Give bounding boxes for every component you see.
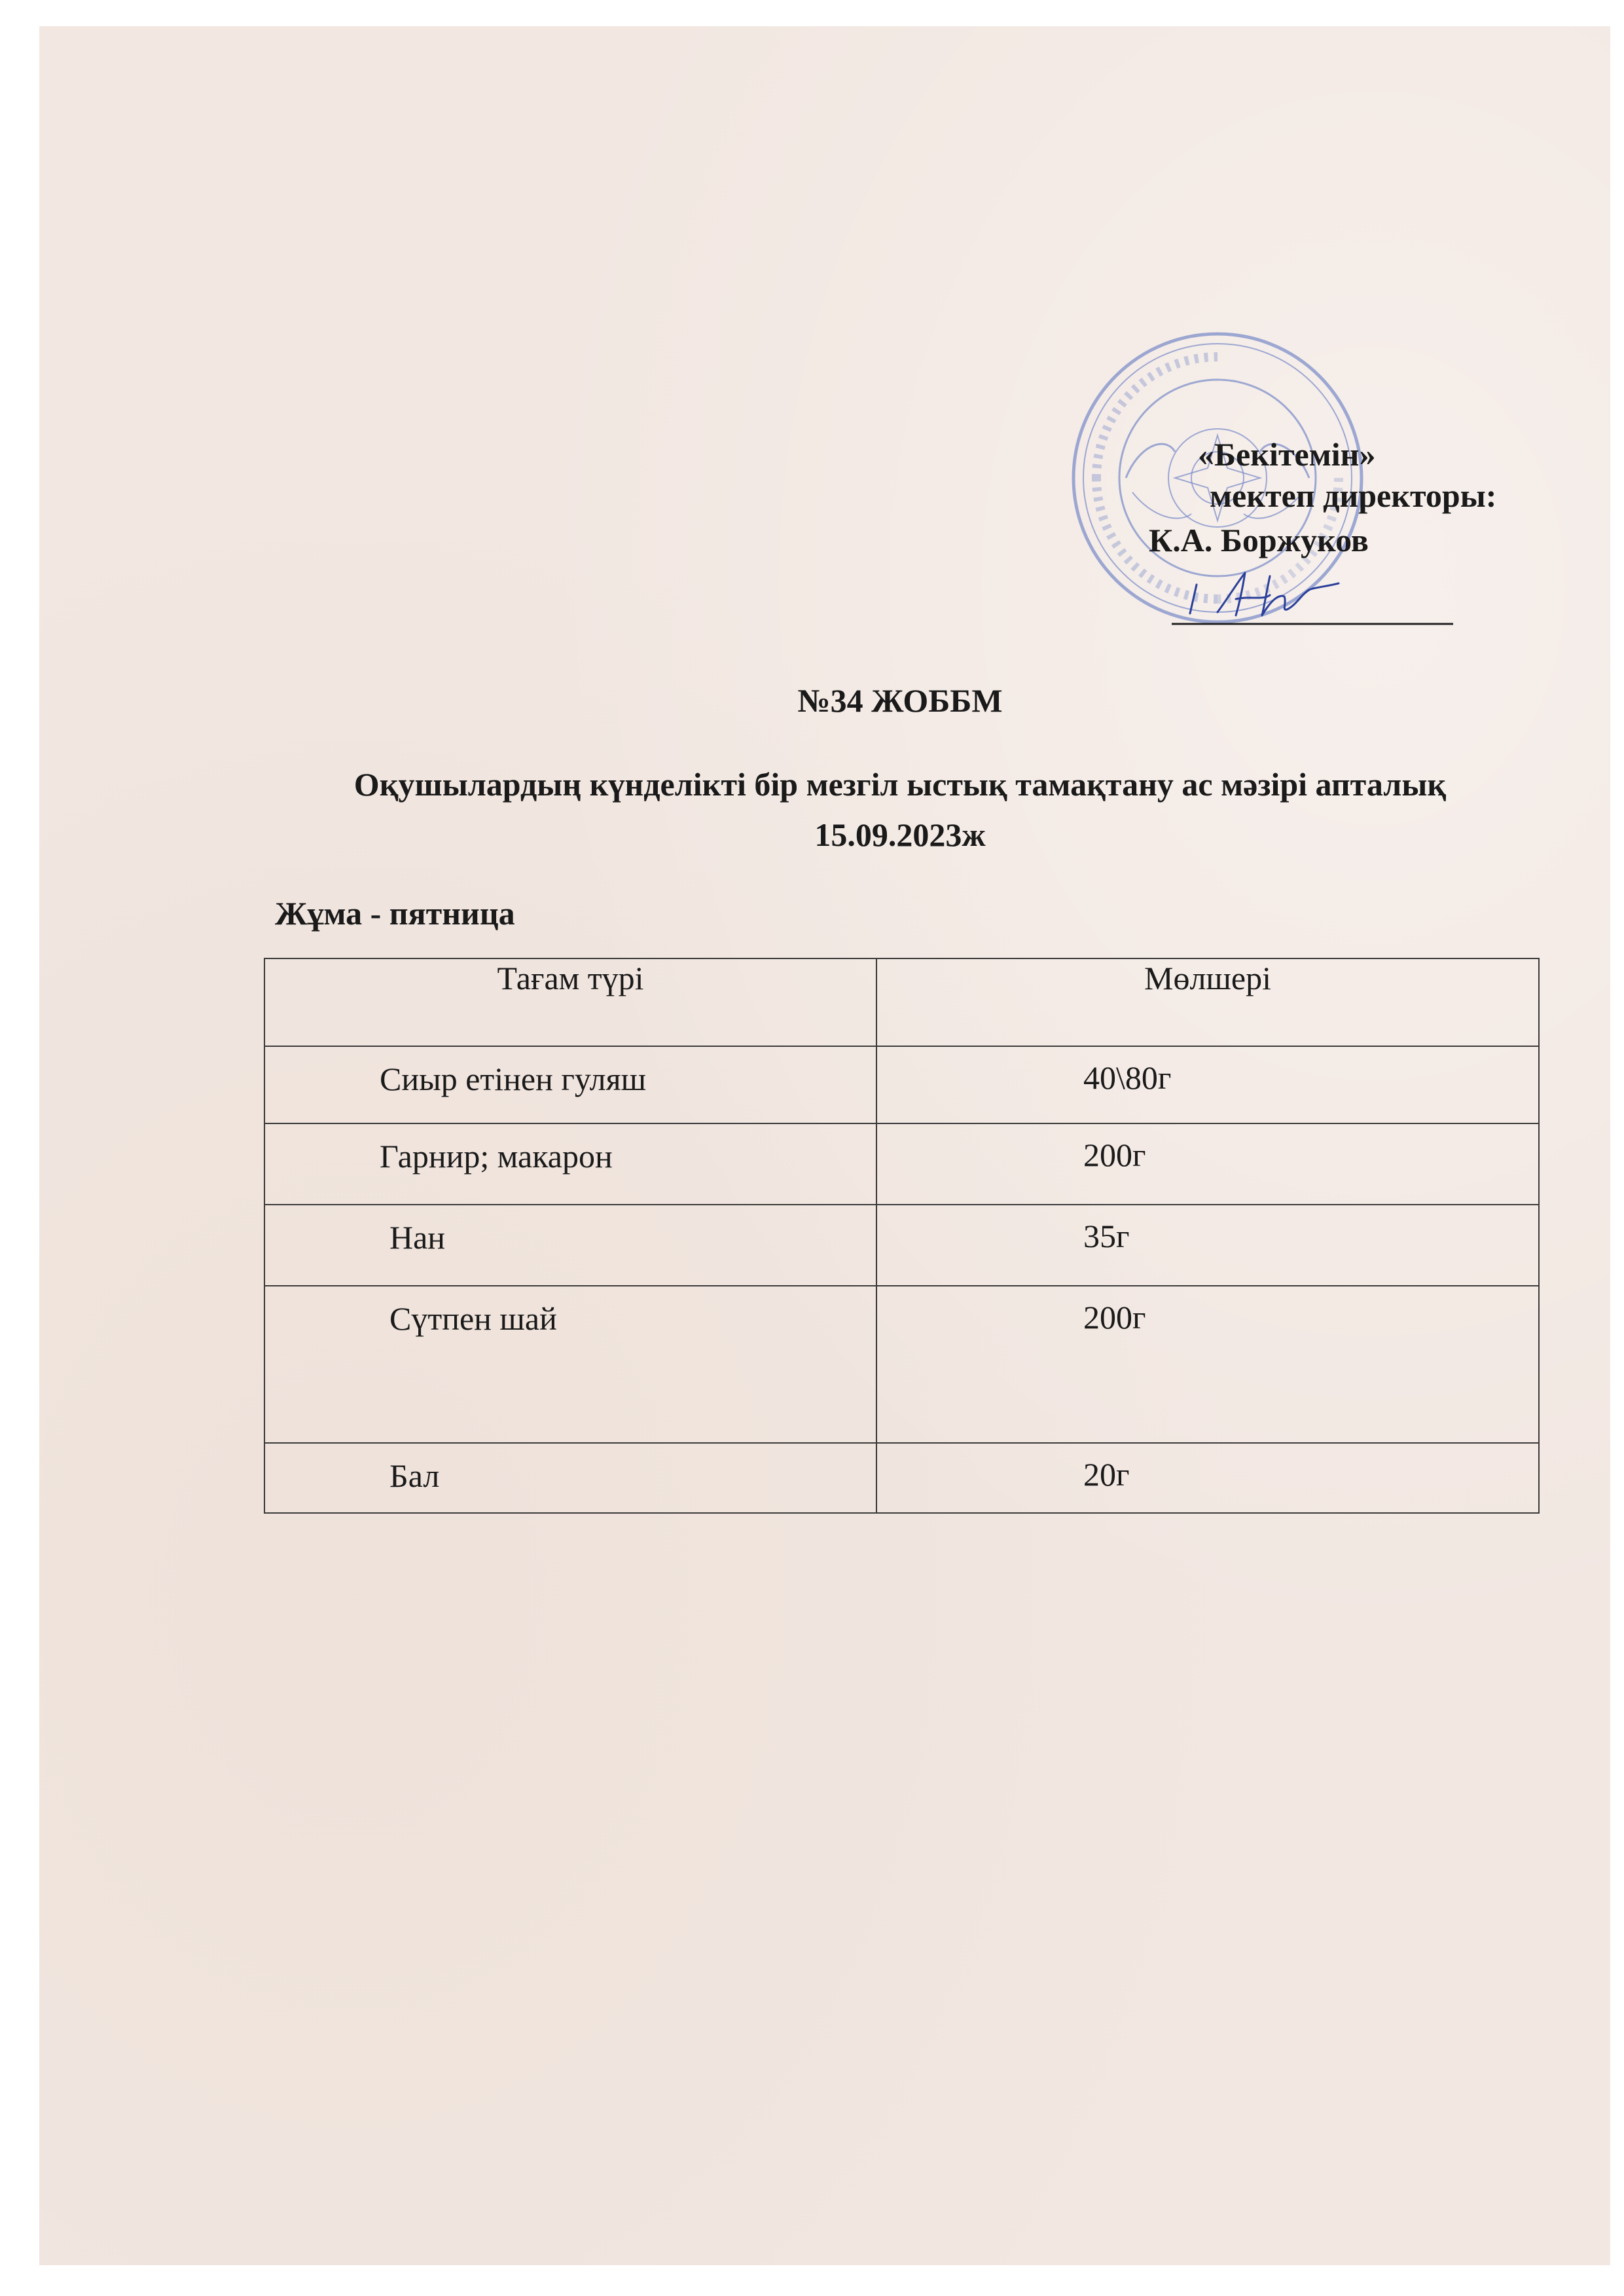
table-header-row	[264, 958, 1539, 1046]
dish-name: Сиыр етінен гуляш	[264, 1046, 876, 1123]
table-row	[264, 1046, 1539, 1123]
menu-title: Оқушылардың күнделікті бір мезгіл ыстық тамақтану ас мәзірі апталық	[353, 766, 1447, 803]
dish-portion: 40\80г	[876, 1046, 1539, 1123]
dish-name: Сүтпен шай	[264, 1286, 876, 1443]
menu-table	[264, 958, 1540, 1514]
dish-portion: 200г	[876, 1286, 1539, 1443]
day-of-week: Жұма - пятница	[275, 895, 515, 932]
director-name: К.А. Боржуков	[1149, 522, 1369, 558]
dish-name: Бал	[264, 1443, 876, 1513]
dish-name: Гарнир; макарон	[264, 1123, 876, 1205]
approval-position: мектеп директоры:	[1210, 477, 1497, 514]
table-row	[264, 1123, 1539, 1205]
table-row	[264, 1205, 1539, 1286]
dish-portion: 20г	[876, 1443, 1539, 1513]
column-header-portion: Мөлшері	[876, 958, 1539, 1046]
dish-name: Нан	[264, 1205, 876, 1286]
column-header-dish-type: Тағам түрі	[264, 958, 876, 1046]
school-name: №34 ЖОББМ	[797, 682, 1003, 719]
approval-heading: «Бекітемін»	[1198, 436, 1376, 473]
dish-portion: 35г	[876, 1205, 1539, 1286]
director-signature	[1172, 553, 1453, 625]
dish-portion: 200г	[876, 1123, 1539, 1205]
table-row	[264, 1286, 1539, 1443]
menu-date: 15.09.2023ж	[814, 816, 986, 853]
table-row	[264, 1443, 1539, 1513]
